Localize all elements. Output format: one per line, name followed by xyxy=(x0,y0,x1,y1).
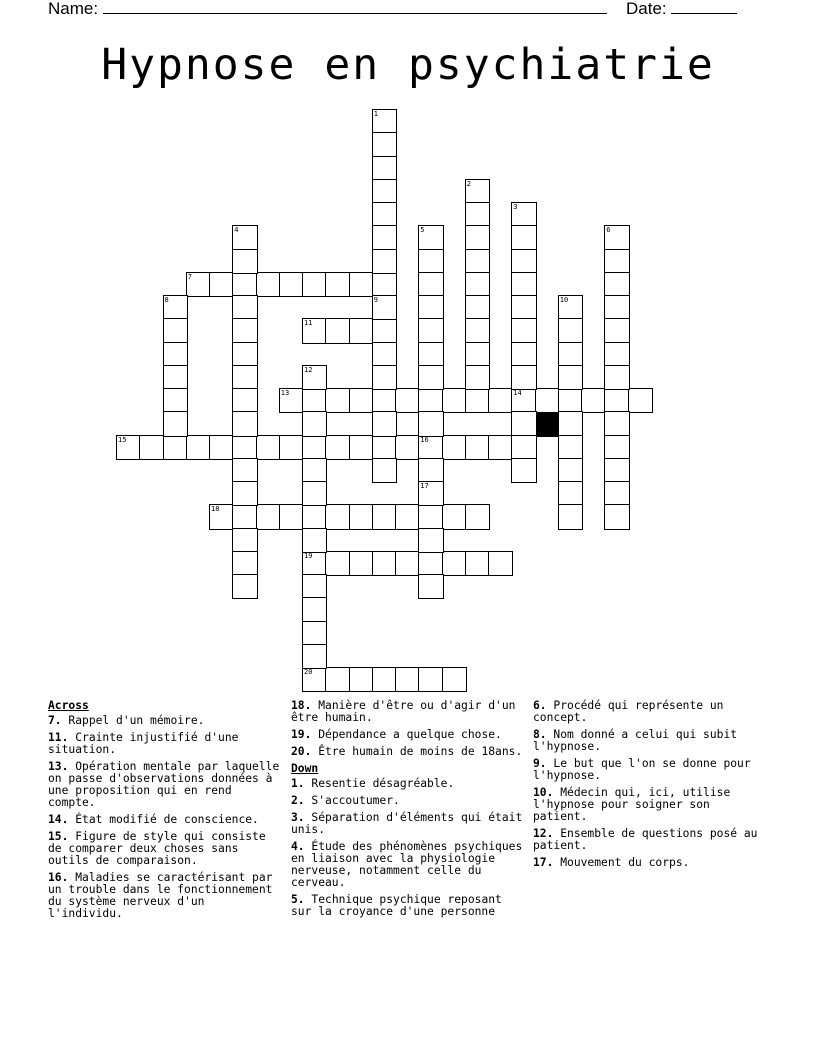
clue-number: 14. xyxy=(48,813,69,826)
grid-cell[interactable] xyxy=(419,319,442,342)
grid-cell[interactable] xyxy=(396,505,419,528)
clue-text: État modifié de conscience. xyxy=(75,813,259,826)
grid-cell[interactable] xyxy=(373,552,396,575)
clue-number: 20. xyxy=(291,745,312,758)
grid-cell[interactable] xyxy=(373,319,396,342)
grid-cell[interactable] xyxy=(303,505,326,528)
clue-text: Ensemble de questions posé au patient. xyxy=(533,827,758,852)
grid-cell[interactable] xyxy=(466,505,489,528)
grid-cell[interactable] xyxy=(443,505,466,528)
down-clue xyxy=(533,729,769,753)
clue-text: Crainte injustifié d'une situation. xyxy=(48,731,239,756)
grid-cell[interactable] xyxy=(419,505,442,528)
grid-cell[interactable] xyxy=(466,319,489,342)
grid-cell[interactable] xyxy=(164,412,187,435)
grid-cell[interactable] xyxy=(512,226,535,249)
grid-cell[interactable] xyxy=(350,552,373,575)
grid-cell[interactable] xyxy=(373,133,396,156)
across-clue xyxy=(48,715,284,727)
grid-cell[interactable] xyxy=(466,343,489,366)
grid-cell[interactable] xyxy=(233,482,256,505)
grid-cell[interactable] xyxy=(233,529,256,552)
grid-cell[interactable] xyxy=(326,552,349,575)
grid-cell[interactable] xyxy=(466,296,489,319)
grid-cell[interactable] xyxy=(419,552,442,575)
clue-text: Resentie désagréable. xyxy=(311,777,455,790)
grid-cell[interactable] xyxy=(233,412,256,435)
clue-text: Mouvement du corps. xyxy=(560,856,690,869)
grid-cell[interactable] xyxy=(373,459,396,482)
grid-cell[interactable] xyxy=(350,389,373,412)
grid-cell[interactable] xyxy=(280,389,303,412)
grid-cell[interactable] xyxy=(605,389,628,412)
grid-block xyxy=(536,412,559,435)
clue-number: 8. xyxy=(533,728,547,741)
grid-cell[interactable] xyxy=(303,319,326,342)
across-clue xyxy=(291,729,527,741)
grid-cell[interactable] xyxy=(303,366,326,389)
grid-cell[interactable] xyxy=(303,436,326,459)
grid-cell[interactable] xyxy=(257,273,280,296)
grid-cell[interactable] xyxy=(187,273,210,296)
grid-cell[interactable] xyxy=(396,389,419,412)
clue-number-label: 12 xyxy=(304,365,313,374)
grid-cell[interactable] xyxy=(559,296,582,319)
grid-cell[interactable] xyxy=(257,505,280,528)
grid-cell[interactable] xyxy=(419,250,442,273)
grid-cell[interactable] xyxy=(233,575,256,598)
grid-cell[interactable] xyxy=(233,250,256,273)
name-label: Name: xyxy=(48,0,99,18)
grid-cell[interactable] xyxy=(466,389,489,412)
grid-cell[interactable] xyxy=(303,598,326,621)
grid-cell[interactable] xyxy=(559,319,582,342)
clue-number-label: 15 xyxy=(118,435,127,444)
grid-cell[interactable] xyxy=(419,412,442,435)
grid-cell[interactable] xyxy=(164,366,187,389)
grid-cell[interactable] xyxy=(233,459,256,482)
grid-cell[interactable] xyxy=(164,319,187,342)
down-clue xyxy=(533,857,769,869)
down-clue xyxy=(533,787,769,823)
grid-cell[interactable] xyxy=(629,389,652,412)
grid-cell[interactable] xyxy=(303,412,326,435)
grid-cell[interactable] xyxy=(233,366,256,389)
grid-cell[interactable] xyxy=(396,668,419,691)
grid-cell[interactable] xyxy=(210,436,233,459)
grid-cell[interactable] xyxy=(559,343,582,366)
grid-cell[interactable] xyxy=(210,505,233,528)
clue-number-label: 5 xyxy=(420,226,425,235)
grid-cell[interactable] xyxy=(443,436,466,459)
grid-cell[interactable] xyxy=(233,343,256,366)
grid-cell[interactable] xyxy=(373,412,396,435)
clue-number: 3. xyxy=(291,811,305,824)
down-clue xyxy=(291,841,527,889)
grid-cell[interactable] xyxy=(605,319,628,342)
clue-number: 13. xyxy=(48,760,69,773)
grid-cell[interactable] xyxy=(233,436,256,459)
grid-cell[interactable] xyxy=(466,180,489,203)
grid-cell[interactable] xyxy=(419,296,442,319)
grid-cell[interactable] xyxy=(280,505,303,528)
clue-text: Le but que l'on se donne pour l'hypnose. xyxy=(533,757,751,782)
grid-cell[interactable] xyxy=(164,296,187,319)
grid-cell[interactable] xyxy=(605,436,628,459)
grid-cell[interactable] xyxy=(373,366,396,389)
grid-cell[interactable] xyxy=(233,389,256,412)
clue-number-label: 2 xyxy=(466,179,471,188)
grid-cell[interactable] xyxy=(373,668,396,691)
clue-text: Séparation d'éléments qui était unis. xyxy=(291,811,523,836)
grid-cell[interactable] xyxy=(419,668,442,691)
down-clue xyxy=(533,828,769,852)
grid-cell[interactable] xyxy=(605,459,628,482)
grid-cell[interactable] xyxy=(512,250,535,273)
grid-cell[interactable] xyxy=(373,296,396,319)
grid-cell[interactable] xyxy=(303,389,326,412)
grid-cell[interactable] xyxy=(396,436,419,459)
grid-cell[interactable] xyxy=(605,482,628,505)
down-clue xyxy=(291,894,527,918)
grid-cell[interactable] xyxy=(559,389,582,412)
clue-number-label: 16 xyxy=(420,435,429,444)
clue-number-label: 19 xyxy=(304,551,313,560)
grid-cell[interactable] xyxy=(350,505,373,528)
grid-cell[interactable] xyxy=(303,552,326,575)
grid-cell[interactable] xyxy=(280,273,303,296)
clue-text: Rappel d'un mémoire. xyxy=(68,714,205,727)
grid-cell[interactable] xyxy=(326,505,349,528)
grid-cell[interactable] xyxy=(559,482,582,505)
grid-cell[interactable] xyxy=(303,645,326,668)
across-clue xyxy=(48,732,284,756)
grid-cell[interactable] xyxy=(419,343,442,366)
clue-number-label: 18 xyxy=(211,505,220,514)
clue-number: 4. xyxy=(291,840,305,853)
grid-cell[interactable] xyxy=(605,296,628,319)
across-clue xyxy=(291,746,527,758)
clue-number-label: 8 xyxy=(164,296,169,304)
grid-cell[interactable] xyxy=(512,412,535,435)
grid-cell[interactable] xyxy=(187,436,210,459)
grid-cell[interactable] xyxy=(326,273,349,296)
grid-cell[interactable] xyxy=(512,203,535,226)
grid-cell[interactable] xyxy=(419,575,442,598)
clue-number: 7. xyxy=(48,714,62,727)
down-clue xyxy=(291,778,527,790)
grid-cell[interactable] xyxy=(350,668,373,691)
grid-cell[interactable] xyxy=(466,366,489,389)
grid-cell[interactable] xyxy=(443,389,466,412)
clue-text: Figure de style qui consiste de comparer deux choses sans outils de comparaison. xyxy=(48,830,266,867)
clue-number-label: 1 xyxy=(373,110,378,118)
grid-cell[interactable] xyxy=(512,389,535,412)
clue-text: Étude des phénomènes psychiques en liaison avec la physiologie nerveuse, notamment celle du cerveau. xyxy=(291,840,523,889)
down-clue xyxy=(533,758,769,782)
clue-number-label: 11 xyxy=(304,319,313,328)
grid-cell[interactable] xyxy=(164,436,187,459)
across-heading: Across xyxy=(48,699,89,712)
grid-cell[interactable] xyxy=(419,482,442,505)
grid-cell[interactable] xyxy=(559,366,582,389)
clue-number-label: 6 xyxy=(606,226,611,235)
grid-cell[interactable] xyxy=(303,529,326,552)
down-clue xyxy=(291,795,527,807)
grid-cell[interactable] xyxy=(512,273,535,296)
clues-column-3 xyxy=(533,700,769,874)
clue-number-label: 9 xyxy=(373,296,378,304)
grid-cell[interactable] xyxy=(466,250,489,273)
grid-cell[interactable] xyxy=(303,482,326,505)
clue-number-label: 7 xyxy=(187,272,192,281)
clue-text: Opération mentale par laquelle on passe d'observations données à une proposition qui en rend compte. xyxy=(48,760,280,809)
grid-cell[interactable] xyxy=(605,273,628,296)
grid-cell[interactable] xyxy=(280,436,303,459)
grid-cell[interactable] xyxy=(326,389,349,412)
across-clue xyxy=(48,814,284,826)
clue-text: Être humain de moins de 18ans. xyxy=(318,745,523,758)
grid-cell[interactable] xyxy=(443,552,466,575)
grid-cell[interactable] xyxy=(350,319,373,342)
grid-cell[interactable] xyxy=(303,668,326,691)
grid-cell[interactable] xyxy=(489,436,512,459)
grid-cell[interactable] xyxy=(233,273,256,296)
down-clue xyxy=(533,700,769,724)
across-clue xyxy=(291,700,527,724)
grid-cell[interactable] xyxy=(512,366,535,389)
grid-cell[interactable] xyxy=(233,319,256,342)
grid-cell[interactable] xyxy=(419,436,442,459)
clue-number-label: 4 xyxy=(234,226,239,235)
grid-cell[interactable] xyxy=(419,389,442,412)
grid-cell[interactable] xyxy=(512,436,535,459)
grid-cell[interactable] xyxy=(559,436,582,459)
down-clue xyxy=(291,812,527,836)
grid-cell[interactable] xyxy=(512,459,535,482)
clue-number: 18. xyxy=(291,699,312,712)
across-clue xyxy=(48,831,284,867)
grid-cell[interactable] xyxy=(373,157,396,180)
grid-cell[interactable] xyxy=(443,668,466,691)
clue-text: S'accoutumer. xyxy=(311,794,400,807)
grid-cell[interactable] xyxy=(373,436,396,459)
across-clue xyxy=(48,761,284,809)
grid-cell[interactable] xyxy=(536,389,559,412)
grid-cell[interactable] xyxy=(140,436,163,459)
grid-cell[interactable] xyxy=(373,389,396,412)
clue-number: 19. xyxy=(291,728,312,741)
grid-cell[interactable] xyxy=(419,226,442,249)
grid-cell[interactable] xyxy=(489,552,512,575)
grid-cell[interactable] xyxy=(559,459,582,482)
down-heading: Down xyxy=(291,762,319,775)
grid-cell[interactable] xyxy=(419,273,442,296)
grid-cell[interactable] xyxy=(373,505,396,528)
grid-cell[interactable] xyxy=(605,366,628,389)
grid-cell[interactable] xyxy=(419,459,442,482)
grid-cell[interactable] xyxy=(373,226,396,249)
grid-cell[interactable] xyxy=(605,250,628,273)
grid-cell[interactable] xyxy=(605,505,628,528)
clue-number-label: 17 xyxy=(420,482,429,490)
grid-cell[interactable] xyxy=(605,412,628,435)
clue-number: 1. xyxy=(291,777,305,790)
grid-cell[interactable] xyxy=(373,250,396,273)
clue-text: Médecin qui, ici, utilise l'hypnose pour soigner son patient. xyxy=(533,786,731,823)
clue-number-label: 3 xyxy=(513,203,518,211)
grid-cell[interactable] xyxy=(233,552,256,575)
clues-column-2 xyxy=(291,700,527,923)
clue-text: Nom donné a celui qui subit l'hypnose. xyxy=(533,728,738,753)
grid-cell[interactable] xyxy=(350,273,373,296)
grid-cell[interactable] xyxy=(419,366,442,389)
clues-column-1 xyxy=(48,700,284,925)
grid-cell[interactable] xyxy=(164,389,187,412)
grid-cell[interactable] xyxy=(373,180,396,203)
grid-cell[interactable] xyxy=(559,505,582,528)
grid-cell[interactable] xyxy=(350,436,373,459)
grid-cell[interactable] xyxy=(303,459,326,482)
grid-cell[interactable] xyxy=(466,226,489,249)
grid-cell[interactable] xyxy=(373,273,396,296)
grid-cell[interactable] xyxy=(233,226,256,249)
grid-cell[interactable] xyxy=(605,226,628,249)
clue-text: Maladies se caractérisant par un trouble dans le fonctionnement du système nerveux d'un l'individu. xyxy=(48,871,273,920)
page-title: Hypnose en psychiatrie xyxy=(101,40,715,90)
clue-text: Procédé qui représente un concept. xyxy=(533,699,724,724)
grid-cell[interactable] xyxy=(373,203,396,226)
grid-cell[interactable] xyxy=(559,412,582,435)
clue-text: Dépendance a quelque chose. xyxy=(318,728,502,741)
clue-number: 10. xyxy=(533,786,554,799)
grid-cell[interactable] xyxy=(489,389,512,412)
clue-number: 5. xyxy=(291,893,305,906)
clue-number-label: 13 xyxy=(280,389,290,397)
clue-number: 15. xyxy=(48,830,69,843)
grid-cell[interactable] xyxy=(164,343,187,366)
grid-cell[interactable] xyxy=(210,273,233,296)
grid-cell[interactable] xyxy=(303,622,326,645)
grid-cell[interactable] xyxy=(466,273,489,296)
clue-number-label: 20 xyxy=(304,668,313,676)
clue-number: 2. xyxy=(291,794,305,807)
grid-cell[interactable] xyxy=(582,389,605,412)
date-label: Date: xyxy=(626,0,667,18)
grid-cell[interactable] xyxy=(233,505,256,528)
grid-cell[interactable] xyxy=(605,343,628,366)
grid-cell[interactable] xyxy=(466,203,489,226)
grid-cell[interactable] xyxy=(396,552,419,575)
clue-text: Technique psychique reposant sur la croyance d'une personne xyxy=(291,893,502,918)
clue-number-label: 14 xyxy=(513,389,522,397)
clue-number: 6. xyxy=(533,699,547,712)
clue-number-label: 10 xyxy=(559,296,569,304)
grid-cell[interactable] xyxy=(303,273,326,296)
grid-cell[interactable] xyxy=(512,319,535,342)
clue-number: 16. xyxy=(48,871,69,884)
grid-cell[interactable] xyxy=(326,668,349,691)
grid-cell[interactable] xyxy=(373,110,396,133)
grid-cell[interactable] xyxy=(257,436,280,459)
grid-cell[interactable] xyxy=(326,319,349,342)
clue-number: 9. xyxy=(533,757,547,770)
grid-cell[interactable] xyxy=(117,436,140,459)
clue-number: 12. xyxy=(533,827,554,840)
grid-cell[interactable] xyxy=(512,343,535,366)
grid-cell[interactable] xyxy=(373,343,396,366)
clue-text: Manière d'être ou d'agir d'un être humain. xyxy=(291,699,516,724)
grid-cell[interactable] xyxy=(419,529,442,552)
grid-cell[interactable] xyxy=(512,296,535,319)
grid-cell[interactable] xyxy=(466,436,489,459)
grid-cell[interactable] xyxy=(303,575,326,598)
grid-cell[interactable] xyxy=(326,436,349,459)
grid-cell[interactable] xyxy=(233,296,256,319)
clue-number: 17. xyxy=(533,856,554,869)
grid-cell[interactable] xyxy=(466,552,489,575)
clue-number: 11. xyxy=(48,731,69,744)
across-clue xyxy=(48,872,284,920)
